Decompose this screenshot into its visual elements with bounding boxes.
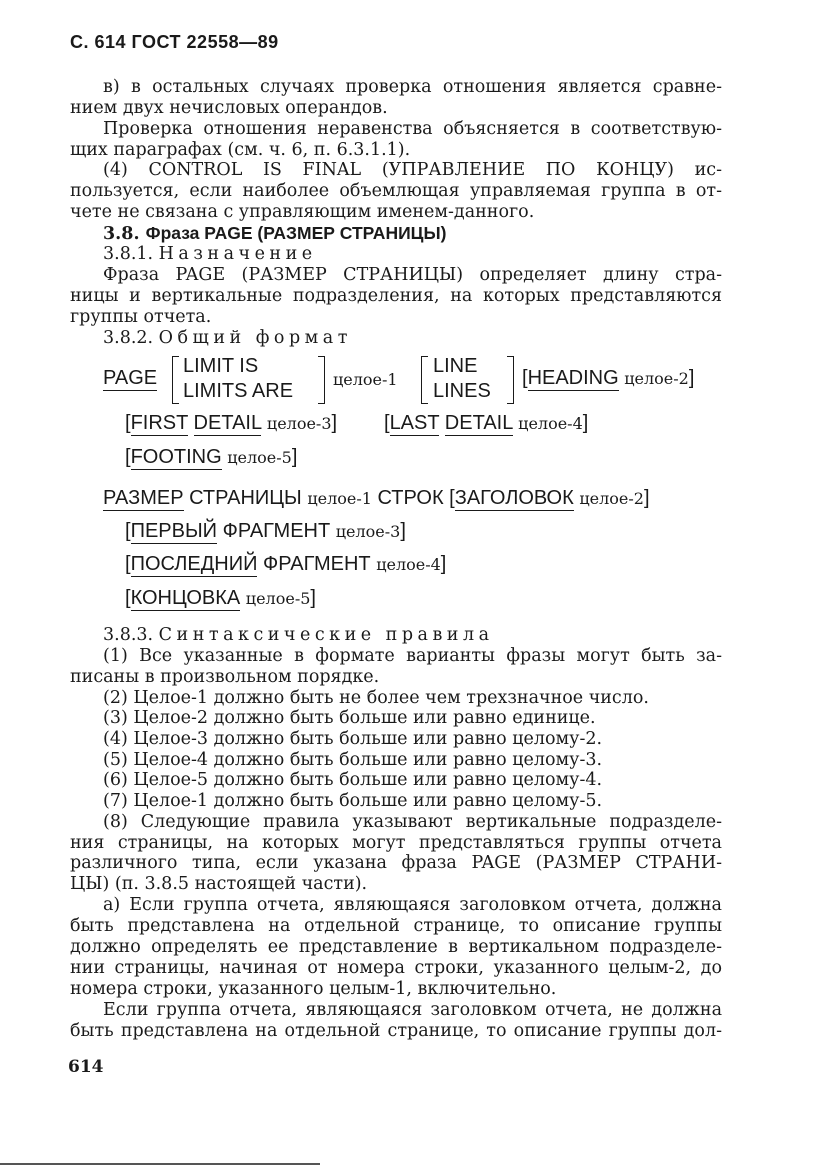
bracket-open: [ [125, 553, 131, 575]
operand-integer-4: целое-4 [518, 414, 583, 433]
subsection-heading [103, 625, 722, 646]
rule-line: (6) Целое-5 должно быть больше или равно целому-4. [103, 770, 603, 790]
text-line: щих параграфах (см. ч. 6, п. 6.3.1.1). [70, 140, 411, 160]
keyword-detail: DETAIL [444, 412, 513, 434]
text-line: номера строки, указанного целым-1, включительно. [70, 979, 557, 999]
text-line: быть представлена на отдельной странице, то описание группы [70, 916, 722, 936]
subsection-heading [103, 244, 722, 265]
option-limits-are: LIMITS ARE [183, 380, 294, 402]
bracket-open: [ [125, 587, 131, 609]
operand-integer-2: целое-2 [579, 489, 644, 508]
subsection-heading [103, 328, 722, 349]
keyword-last-ru: ПОСЛЕДНИЙ [130, 553, 258, 575]
operand-integer-2: целое-2 [624, 369, 689, 388]
bracket-close: ] [643, 487, 650, 509]
rule-line: (2) Целое-1 должно быть не более чем трехзначное число. [103, 688, 649, 708]
option-lines: LINES [433, 380, 491, 402]
operand-integer-5: целое-5 [245, 589, 311, 608]
text-line: в) в остальных случаях проверка отношения является сравне- [103, 77, 722, 97]
bracket-close: ] [688, 367, 695, 389]
operand-integer-5: целое-5 [227, 448, 292, 467]
rule-line: (3) Целое-2 должно быть больше или равно единице. [103, 708, 596, 728]
rule-line: ния страницы, на которых могут представляться группы отчета [70, 833, 722, 853]
section-title: Фраза PAGE (РАЗМЕР СТРАНИЦЫ) [145, 223, 447, 243]
text-line: группы отчета. [70, 307, 212, 327]
text-line: Фраза PAGE (РАЗМЕР СТРАНИЦЫ) определяет длину стра- [103, 265, 722, 285]
text-line: нием двух нечисловых операндов. [70, 98, 388, 118]
bracket-left [421, 356, 428, 404]
keyword-footing-ru: КОНЦОВКА [130, 587, 241, 609]
rule-line: (1) Все указанные в формате варианты фразы могут быть за- [103, 646, 722, 666]
rule-line: различного типа, если указана фраза PAGE (РАЗМЕР СТРАНИ- [70, 853, 722, 873]
keyword-page: PAGE [103, 367, 158, 389]
subsection-number: 3.8.2. [103, 328, 154, 348]
text-line: чете не связана с управляющим именем-данного. [70, 202, 535, 222]
bottom-rule [0, 1163, 320, 1165]
text-line: быть представлена на отдельной странице, то описание группы дол- [70, 1021, 722, 1041]
text-line: ницы и вертикальные подразделения, на которых представляются [70, 286, 722, 306]
text-line: Если группа отчета, являющаяся заголовком отчета, не должна [103, 1000, 722, 1020]
bracket-open: [ [522, 367, 528, 389]
text-line: нии страницы, начиная от номера строки, указанного целым-2, до [70, 958, 722, 978]
section-number: 3.8. [103, 224, 140, 244]
section-heading [103, 223, 722, 245]
text-line: а) Если группа отчета, являющаяся заголовком отчета, должна [103, 895, 722, 915]
bracket-open: [ [125, 412, 131, 434]
subsection-title: Назначение [158, 244, 317, 264]
operand-integer-3: целое-3 [266, 414, 332, 433]
keyword-fragment: ФРАГМЕНТ [222, 520, 331, 542]
keyword-size: РАЗМЕР [103, 487, 184, 509]
keyword-heading-ru: ЗАГОЛОВОК [454, 487, 574, 509]
keyword-first: FIRST [130, 412, 188, 434]
bracket-close: ] [331, 412, 338, 434]
operand-integer-4: целое-4 [376, 555, 441, 574]
rule-line: (4) Целое-3 должно быть больше или равно целому-2. [103, 729, 603, 749]
bracket-close: ] [400, 520, 406, 542]
text-line: должно определять ее представление в вертикальном подразделе- [70, 937, 722, 957]
keyword-heading: HEADING [527, 367, 619, 389]
subsection-number: 3.8.1. [103, 244, 154, 264]
keyword-footing: FOOTING [130, 446, 222, 468]
option-line: LINE [433, 355, 478, 377]
keyword-first-ru: ПЕРВЫЙ [130, 520, 218, 542]
bracket-close: ] [291, 446, 298, 468]
keyword-strok: СТРОК [377, 487, 444, 509]
bracket-left [172, 356, 179, 404]
bracket-open: [ [449, 487, 455, 509]
rule-line: писаны в произвольном порядке. [70, 667, 380, 687]
operand-integer-3: целое-3 [335, 522, 401, 541]
bracket-open: [ [125, 520, 131, 542]
bracket-open: [ [125, 446, 131, 468]
bracket-right [318, 356, 325, 404]
keyword-page-ru: СТРАНИЦЫ [189, 487, 302, 509]
operand-integer-1: целое-1 [333, 370, 398, 389]
rule-line: (5) Целое-4 должно быть больше или равно целому-3. [103, 750, 603, 770]
bracket-close: ] [582, 412, 589, 434]
keyword-detail: DETAIL [193, 412, 262, 434]
bracket-close: ] [310, 587, 316, 609]
text-line: пользуется, если наиболее объемлющая управляемая группа в от- [70, 181, 722, 201]
operand-integer-1: целое-1 [307, 489, 372, 508]
subsection-title: Синтаксические правила [158, 625, 494, 645]
text-line: Проверка отношения неравенства объясняется в соответствую- [103, 119, 722, 139]
subsection-number: 3.8.3. [103, 625, 154, 645]
option-limit-is: LIMIT IS [183, 355, 259, 377]
bracket-open: [ [384, 412, 390, 434]
keyword-last: LAST [389, 412, 440, 434]
bracket-right [507, 356, 514, 404]
subsection-title: Общий формат [158, 328, 352, 348]
keyword-fragment: ФРАГМЕНТ [263, 553, 371, 575]
rule-line: (7) Целое-1 должно быть больше или равно целому-5. [103, 791, 603, 811]
text-line: (4) CONTROL IS FINAL (УПРАВЛЕНИЕ ПО КОНЦУ) ис- [103, 160, 722, 180]
rule-line: (8) Следующие правила указывают вертикальные подразделе- [103, 812, 722, 832]
page-number: 614 [68, 1057, 104, 1077]
bracket-close: ] [440, 553, 447, 575]
rule-line: ЦЫ) (п. 3.8.5 настоящей части). [70, 874, 368, 894]
page-header: С. 614 ГОСТ 22558—89 [70, 32, 279, 52]
